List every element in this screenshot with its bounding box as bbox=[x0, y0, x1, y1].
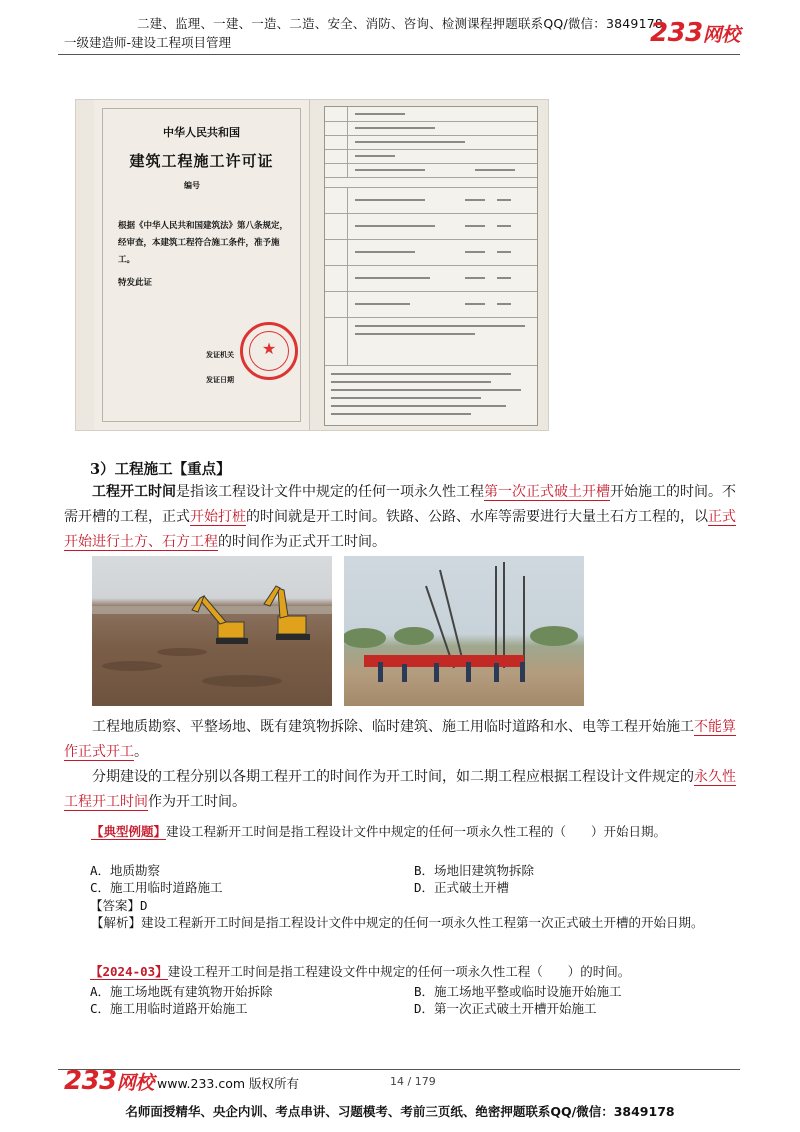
quiz1-option-c: C．施工用临时道路施工 bbox=[90, 880, 223, 895]
quiz2-option-a: A．施工场地既有建筑物开始拆除 bbox=[90, 984, 273, 999]
permit-title: 建筑工程施工许可证 bbox=[129, 152, 274, 170]
paragraph-not-start: 工程地质勘察、平整场地、既有建筑物拆除、临时建筑、施工用临时道路和水、电等工程开始施工不能算作正式开工。 bbox=[64, 719, 736, 760]
permit-detail-table bbox=[324, 106, 538, 426]
quiz1-option-b: B．场地旧建筑物拆除 bbox=[414, 863, 535, 878]
highlight-earthwork: 正式开始进行土方、石方工程 bbox=[64, 509, 736, 550]
paragraph-phased: 分期建设的工程分别以各期工程开工的时间作为开工时间，如二期工程应根据工程设计文件规定的永久性工程开工时间作为开工时间。 bbox=[64, 769, 736, 810]
brand-logo: 233网校 bbox=[650, 18, 740, 48]
permit-special: 特发此证 bbox=[118, 278, 153, 288]
quiz2-option-d: D．第一次正式破土开槽开始施工 bbox=[414, 1001, 597, 1016]
quiz1-stem: 【典型例题】建设工程新开工时间是指工程设计文件中规定的任何一项永久性工程的（ ）开始日期。 bbox=[91, 824, 667, 839]
section-title: 3）工程施工【重点】 bbox=[90, 461, 231, 478]
highlight-permanent-start: 永久性工程开工时间 bbox=[64, 769, 736, 810]
footer-logo: 233网校 bbox=[64, 1066, 154, 1096]
quiz1-option-d: D．正式破土开槽 bbox=[414, 880, 510, 895]
quiz1-option-a: A．地质勘察 bbox=[90, 863, 161, 878]
header-promo: 二建、监理、一建、一造、二造、安全、消防、咨询、检测课程押题联系QQ/微信：3849178 bbox=[136, 16, 664, 31]
quiz1-tag: 【典型例题】 bbox=[91, 824, 167, 839]
permit-cover bbox=[94, 100, 310, 430]
excavator-site-photo bbox=[92, 556, 332, 706]
permit-issuer-label: 发证机关 bbox=[206, 350, 234, 359]
official-seal bbox=[240, 322, 298, 380]
document-subtitle: 一级建造师-建设工程项目管理 bbox=[64, 35, 232, 50]
piling-ceremony-photo bbox=[344, 556, 584, 706]
footer-copyright[interactable]: www.233.com 版权所有 bbox=[157, 1076, 299, 1091]
highlight-piling: 开始打桩 bbox=[190, 509, 246, 525]
footer-promo: 名师面授精华、央企内训、考点串讲、习题模考、考前三页纸、绝密押题联系QQ/微信：3849178 bbox=[125, 1104, 675, 1119]
construction-permit-image bbox=[76, 100, 548, 430]
header-divider bbox=[58, 54, 740, 55]
quiz1-answer: 【答案】D bbox=[90, 898, 148, 913]
highlight-not-official-start: 不能算作正式开工 bbox=[64, 719, 736, 760]
permit-date-label: 发证日期 bbox=[206, 375, 234, 384]
quiz2-tag: 【2024-03】 bbox=[90, 964, 168, 979]
footer-divider bbox=[58, 1069, 740, 1070]
term-start-time: 工程开工时间 bbox=[92, 484, 176, 500]
quiz2-option-c: C．施工用临时道路开始施工 bbox=[90, 1001, 248, 1016]
quiz2-stem: 【2024-03】建设工程开工时间是指工程建设文件中规定的任何一项永久性工程（ ）的时间。 bbox=[90, 964, 631, 979]
page-number: 14 / 179 bbox=[390, 1075, 436, 1088]
permit-nation: 中华人民共和国 bbox=[163, 126, 240, 139]
permit-number-label: 编号 bbox=[184, 180, 200, 190]
permit-body: 根据《中华人民共和国建筑法》第八条规定，经审查，本建筑工程符合施工条件，准予施工。 bbox=[118, 221, 289, 265]
quiz2-option-b: B．施工场地平整或临时设施开始施工 bbox=[414, 984, 622, 999]
quiz1-explanation: 【解析】建设工程新开工时间是指工程设计文件中规定的任何一项永久性工程第一次正式破土开槽的开始日期。 bbox=[91, 915, 704, 930]
seal-star-icon: ★ bbox=[261, 339, 277, 358]
paragraph-start-time: 工程开工时间是指该工程设计文件中规定的任何一项永久性工程第一次正式破土开槽开始施工的时间。不需开槽的工程，正式开始打桩的时间就是开工时间。铁路、公路、水库等需要进行大量土石方工程的，以正式开始进行土方、石方工程的时间作为正式开工时间。 bbox=[64, 484, 736, 550]
highlight-first-excavation: 第一次正式破土开槽 bbox=[484, 484, 610, 500]
